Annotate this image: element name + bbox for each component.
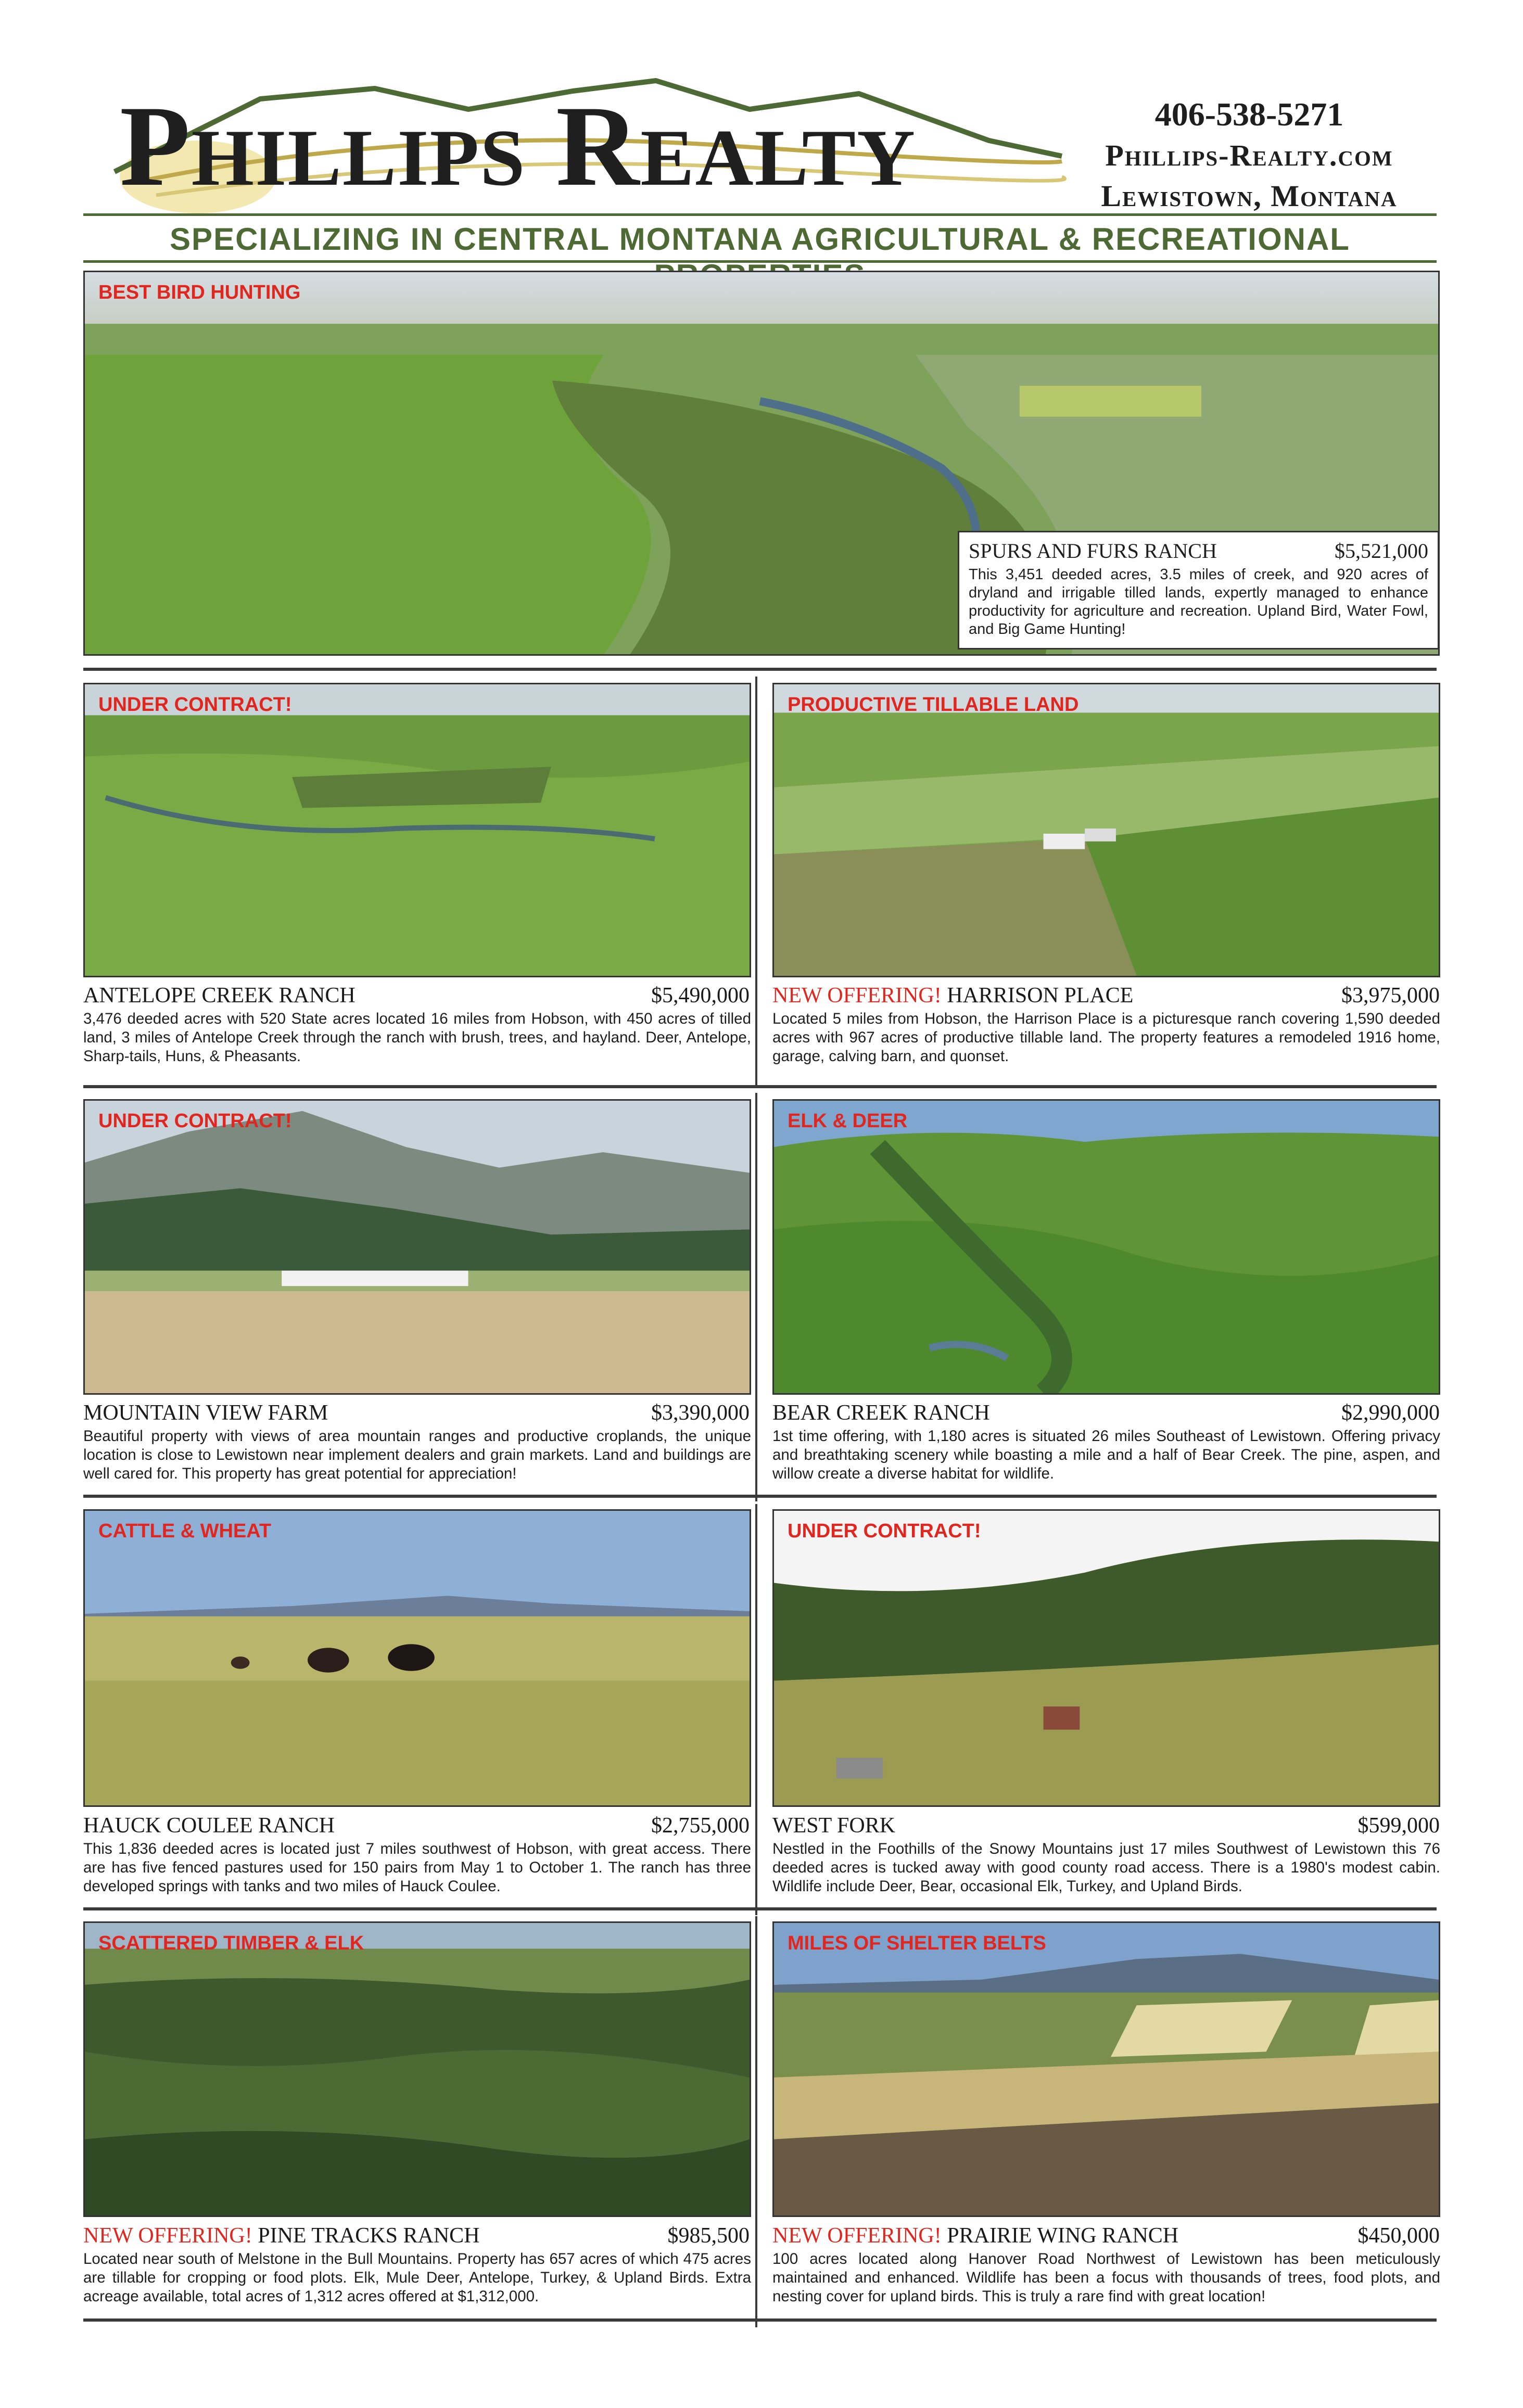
- listing-photo[interactable]: [772, 1099, 1440, 1395]
- listing-title: PINE TRACKS RANCH: [258, 2224, 480, 2248]
- farmstead-fields-image: [774, 684, 1439, 976]
- website-link[interactable]: Phillips-Realty.com: [1105, 138, 1393, 172]
- listing-tag: UNDER CONTRACT!: [788, 1520, 981, 1542]
- listing-photo[interactable]: [83, 1921, 751, 2217]
- listing-title: HAUCK COULEE RANCH: [83, 1814, 335, 1838]
- listing-tag: MILES OF SHELTER BELTS: [788, 1932, 1046, 1954]
- listing-description: 100 acres located along Hanover Road Northwest of Lewistown has been meticulously maintained and enhanced. Wildlife has been a focus with thousands of trees, food plots, and nesting cover for upland birds. This is truly a rare find with great location!: [772, 2250, 1440, 2305]
- page-header: [0, 0, 1523, 229]
- listing-description: 1st time offering, with 1,180 acres is situated 26 miles Southeast of Lewistown. Offering privacy and breathtaking scenery while boasting a mile and a half of Bear Creek. The pine, aspen, and willow create a diverse habitat for wildlife.: [772, 1428, 1440, 1482]
- listing-photo[interactable]: [83, 1099, 751, 1395]
- listing-name[interactable]: [772, 1813, 895, 1839]
- tagline: SPECIALIZING IN CENTRAL MONTANA AGRICULTURAL & RECREATIONAL: [170, 222, 1350, 257]
- listing-description: 3,476 deeded acres with 520 State acres located 16 miles from Hobson, with 450 acres of tilled land, 3 miles of Antelope Creek through the ranch with brush, trees, and hayland. Deer, Antelope, Sharp-tails, Huns, & Pheasants.: [83, 1010, 751, 1065]
- featured-description: This 3,451 deeded acres, 3.5 miles of creek, and 920 acres of dryland and irrigable tilled lands, expertly managed to enhance productivity for agriculture and recreation. Upland Bird, Water Fowl, and Big Game Hunting!: [969, 566, 1428, 638]
- contact-block: [1088, 94, 1411, 216]
- brand-name: Phillips Realty: [120, 82, 917, 210]
- cattle-pasture-image: [85, 1511, 750, 1805]
- listing-description: Beautiful property with views of area mountain ranges and productive croplands, the unique location is close to Lewistown near implement dealers and grain markets. Land and buildings are well cared for. This property has great potential for appreciation!: [83, 1428, 751, 1482]
- listing-price: $3,975,000: [1341, 984, 1440, 1008]
- listing-price: $599,000: [1357, 1814, 1440, 1838]
- listing-description: Located 5 miles from Hobson, the Harrison Place is a picturesque ranch covering 1,590 deeded acres with 967 acres of productive tillable land. The property features a remodeled 1916 home, garage, calving barn, and quonset.: [772, 1010, 1440, 1065]
- section-divider: [83, 1085, 1437, 1088]
- listing-name[interactable]: [772, 2223, 1178, 2249]
- listing-name[interactable]: [772, 1400, 990, 1426]
- listing-photo[interactable]: [772, 1509, 1440, 1807]
- listing-price: $2,755,000: [651, 1814, 750, 1838]
- listing-description: Located near south of Melstone in the Bull Mountains. Property has 657 acres of which 475 acres are tillable for cropping or food plots. Elk, Mule Deer, Antelope, Turkey, & Upland Birds. Extra acreage available, total acres of 1,312 acres offered at $1,312,000.: [83, 2250, 751, 2305]
- new-offering-label: NEW OFFERING!: [772, 2224, 942, 2248]
- column-divider: [755, 1093, 757, 1501]
- listing-name[interactable]: [83, 1813, 335, 1839]
- column-divider: [755, 1916, 757, 2327]
- listing-price: $985,500: [667, 2224, 750, 2248]
- featured-name[interactable]: SPURS AND FURS RANCH: [969, 539, 1217, 563]
- section-divider: [83, 1907, 1437, 1910]
- listing-description: Nestled in the Foothills of the Snowy Mountains just 17 miles Southwest of Lewistown this 76 deeded acres is tucked away with good county road access. There is a 1980's modest cabin. Wildlife include Deer, Bear, occasional Elk, Turkey, and Upland Birds.: [772, 1840, 1440, 1895]
- listing-title: MOUNTAIN VIEW FARM: [83, 1401, 328, 1425]
- listing-photo[interactable]: [772, 683, 1440, 977]
- listing-name[interactable]: [83, 983, 356, 1009]
- listing-title: WEST FORK: [772, 1814, 896, 1838]
- listing-title: HARRISON PLACE: [947, 984, 1134, 1008]
- listing-description: This 1,836 deeded acres is located just 7 miles southwest of Hobson, with great access. There are has five fenced pastures used for 150 pairs from May 1 to October 1. The ranch has three developed springs with tanks and two miles of Hauck Coulee.: [83, 1840, 751, 1895]
- location-text: Lewistown, Montana: [1101, 179, 1398, 213]
- listing-tag: UNDER CONTRACT!: [98, 1110, 292, 1132]
- column-divider: [755, 1504, 757, 1915]
- listing-photo[interactable]: [83, 683, 751, 977]
- header-rule-top: [83, 213, 1437, 216]
- forest-cabin-image: [774, 1511, 1439, 1805]
- header-rule-bottom: [83, 260, 1437, 263]
- section-divider: [83, 1495, 1437, 1498]
- listing-name[interactable]: [83, 2223, 480, 2249]
- listing-price: $3,390,000: [651, 1401, 750, 1425]
- listing-tag: UNDER CONTRACT!: [98, 694, 292, 716]
- listing-tag: ELK & DEER: [788, 1110, 908, 1132]
- column-divider: [755, 677, 757, 1085]
- new-offering-label: NEW OFFERING!: [83, 2224, 252, 2248]
- listing-price: $2,990,000: [1341, 1401, 1440, 1425]
- listing-name[interactable]: [83, 1400, 328, 1426]
- featured-caption: [958, 531, 1439, 649]
- phone-number[interactable]: 406-538-5271: [1154, 96, 1344, 133]
- featured-tag: BEST BIRD HUNTING: [98, 282, 301, 303]
- listing-name[interactable]: [772, 983, 1133, 1009]
- green-valley-image: [774, 1101, 1439, 1393]
- shelter-belts-image: [774, 1923, 1439, 2215]
- listing-tag: SCATTERED TIMBER & ELK: [98, 1932, 364, 1954]
- section-divider: [83, 668, 1437, 671]
- listing-price: $450,000: [1357, 2224, 1440, 2248]
- listing-title: PRAIRIE WING RANCH: [947, 2224, 1179, 2248]
- listing-photo[interactable]: [83, 1509, 751, 1807]
- listing-title: BEAR CREEK RANCH: [772, 1401, 990, 1425]
- page-bottom-divider: [83, 2318, 1437, 2322]
- creek-meadow-image: [85, 684, 750, 976]
- listing-tag: CATTLE & WHEAT: [98, 1520, 272, 1542]
- new-offering-label: NEW OFFERING!: [772, 984, 942, 1008]
- listing-price: $5,490,000: [651, 984, 750, 1008]
- listing-title: ANTELOPE CREEK RANCH: [83, 984, 356, 1008]
- timbered-hills-image: [85, 1923, 750, 2215]
- listing-photo[interactable]: [772, 1921, 1440, 2217]
- featured-price: $5,521,000: [1335, 539, 1428, 563]
- listing-tag: PRODUCTIVE TILLABLE LAND: [788, 694, 1079, 716]
- mountain-farm-image: [85, 1101, 750, 1393]
